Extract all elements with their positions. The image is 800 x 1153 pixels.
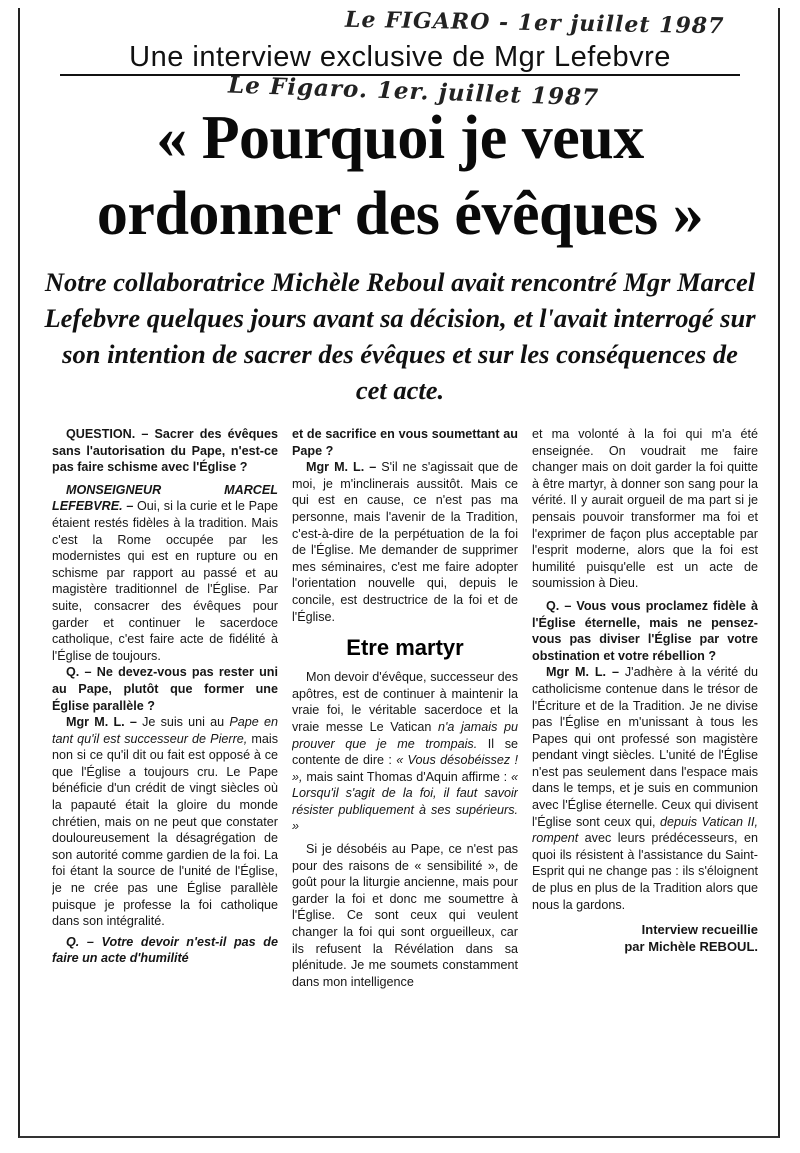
column-3 (532, 426, 758, 1126)
answer-4 (532, 664, 758, 913)
handwritten-date-top: Le FIGARO - 1er juillet 1987 (344, 6, 725, 40)
answer-3 (292, 459, 518, 625)
question-1: QUESTION. – Sacrer des évêques sans l'autorisation du Pape, n'est-ce pas faire schisme avec l'Église ? (52, 427, 278, 475)
answer-3-text: S'il ne s'agissait que de moi, je m'inclinerais aussitôt. Mais ce qui est en cause, ce n'est pas ma personne, mais l'avenir de la Tradition, c'est-à-dire de la perpétuation de la foi de l'Église. Me demander de supprimer mes séminaires, c'est me faire adopter l'orientation nouvelle qui, depuis le concile, est destructrice de la foi et de l'Église. (292, 460, 518, 624)
answer-2-text-1: Je suis uni au (136, 715, 230, 730)
answer-4-italic: depuis Vatican II, rompent (532, 814, 758, 846)
question-4: Q. – Vous vous proclamez fidèle à l'Église éternelle, mais ne pensez-vous pas diviser l'Église par votre obstination et votre rébellion ? (532, 598, 758, 663)
question-3-continued: et de sacrifice en vous soumettant au Pape ? (292, 427, 518, 458)
answer-2-italic: Pape en tant qu'il est successeur de Pierre, (52, 715, 278, 746)
column-1 (52, 426, 278, 1126)
paragraph-will: et ma volonté à la foi qui m'a été enseignée. On voudrait me faire changer mais on doit garder la foi quitte à être martyr, à donner son sang pour la vérité. Il y aurait orgueil de ma part si je pensais pouvoir transformer ma foi et l'exprimer de façon plus acceptable par l'esprit moderne, alors que la foi est humilité puisqu'elle est un acte de soumission à Dieu. (532, 427, 758, 591)
answer-1-text: Oui, si la curie et le Pape étaient restés fidèles à la tradition. Mais c'est la Rome occupée par les modernistes qui est en rupture ou en schisme par rapport au passé et au magistère traditionnel de l'Église. Par suite, consacrer des évêques pour garder et continuer le sacerdoce catholique, c'est faire acte de fidélité à l'Église de toujours. (52, 499, 278, 663)
paragraph-duty-quote-2: « Lorsqu'il s'agit de la foi, il faut savoir résister publiquement à ses supérieurs. » (292, 769, 518, 834)
paragraph-duty-quote-1: « Vous désobéissez ! », (292, 753, 518, 784)
paragraph-duty (292, 669, 518, 835)
paragraph-disobey: Si je désobéis au Pape, ce n'est pas pour des raisons de « sensibilité », de goût pour la liturgie ancienne, mais pour garder la foi et donc me soumettre à l'Église. Ce sont ceux qui veulent changer la foi qui sont orgueilleux, car ils refusent la Révélation dans sa plénitude. Je me soumets constamment dans mon intelligence (292, 842, 518, 989)
standfirst: Notre collaboratrice Michèle Reboul avait rencontré Mgr Marcel Lefebvre quelques jours avant sa décision, et l'avait interrogé sur son intention de sacrer des évêques et sur les conséquences de cet acte. (44, 267, 756, 405)
byline-line-1: Interview recueillie (641, 922, 758, 938)
byline (532, 921, 758, 955)
answer-2-text-2: mais non si ce qu'il dit ou fait est opposé à ce que l'Église a toujours cru. Le Pape bénéficie d'un crédit de vingt siècles où la papauté était la gloire du monde chrétien, mais on ne peut que constater douloureusement la désagrégation de son autorité comme gardien de la foi. La foi étant la source de l'unité de l'Église, je ne crée pas une Église parallèle puisque je professe la foi catholique dans son intégralité. (52, 731, 278, 929)
paragraph-duty-text-3: mais saint Thomas d'Aquin affirme : (302, 769, 511, 784)
byline-line-2: par Michèle REBOUL. (624, 939, 758, 955)
kicker: Une interview exclusive de Mgr Lefebvre (60, 40, 740, 76)
headline (40, 100, 760, 252)
paragraph-duty-text-2: Il se contente de dire : (292, 736, 518, 768)
article-columns (52, 426, 758, 1126)
paragraph-duty-text-1: Mon devoir d'évêque, successeur des apôtres, est de continuer à maintenir la vraie foi, le véritable sacerdoce et la vraie messe Le Vatican (292, 670, 518, 734)
headline-line-2: ordonner des évêques » (96, 180, 704, 248)
question-2: Q. – Ne devez-vous pas rester uni au Pape, plutôt que former une Église parallèle ? (52, 665, 278, 713)
paragraph-duty-italic: n'a jamais pu prouver que je me trompais. (292, 719, 518, 751)
question-3: Q. – Votre devoir n'est-il pas de faire un acte d'humilité (52, 934, 278, 966)
subhead: Etre martyr (346, 635, 464, 661)
answer-4-text-1: J'adhère à la vérité du catholicisme contenue dans le trésor de l'Écriture et de la Tradition. Je ne divise pas l'Église en m'unissant à tous les Papes qui ont professé son magistère pendant vingt siècles. L'unité de l'Église n'est pas seulement dans l'espace mais dans le temps, et je suis en communion avec l'Église éternelle. Ceux qui divisent l'Église sont ceux qui, (532, 665, 758, 829)
answer-2-speaker: Mgr M. L. – (66, 715, 137, 730)
answer-1-speaker: MONSEIGNEUR MARCEL LEFEBVRE. – (52, 482, 278, 514)
answer-1 (52, 482, 278, 665)
answer-4-text-2: avec leurs prédécesseurs, en quoi ils résistent à l'assistance du Saint-Esprit qui ne change pas : ils s'éloignent de plus en plus de la Tradition alors que nous la gardons. (532, 831, 758, 912)
column-2 (292, 426, 518, 1126)
answer-3-speaker: Mgr M. L. – (306, 460, 377, 475)
headline-line-1: « Pourquoi je veux (156, 104, 644, 172)
answer-4-speaker: Mgr M. L. – (546, 665, 619, 680)
answer-2 (52, 714, 278, 930)
handwritten-date-second: Le Figaro. 1er. juillet 1987 (227, 71, 600, 112)
